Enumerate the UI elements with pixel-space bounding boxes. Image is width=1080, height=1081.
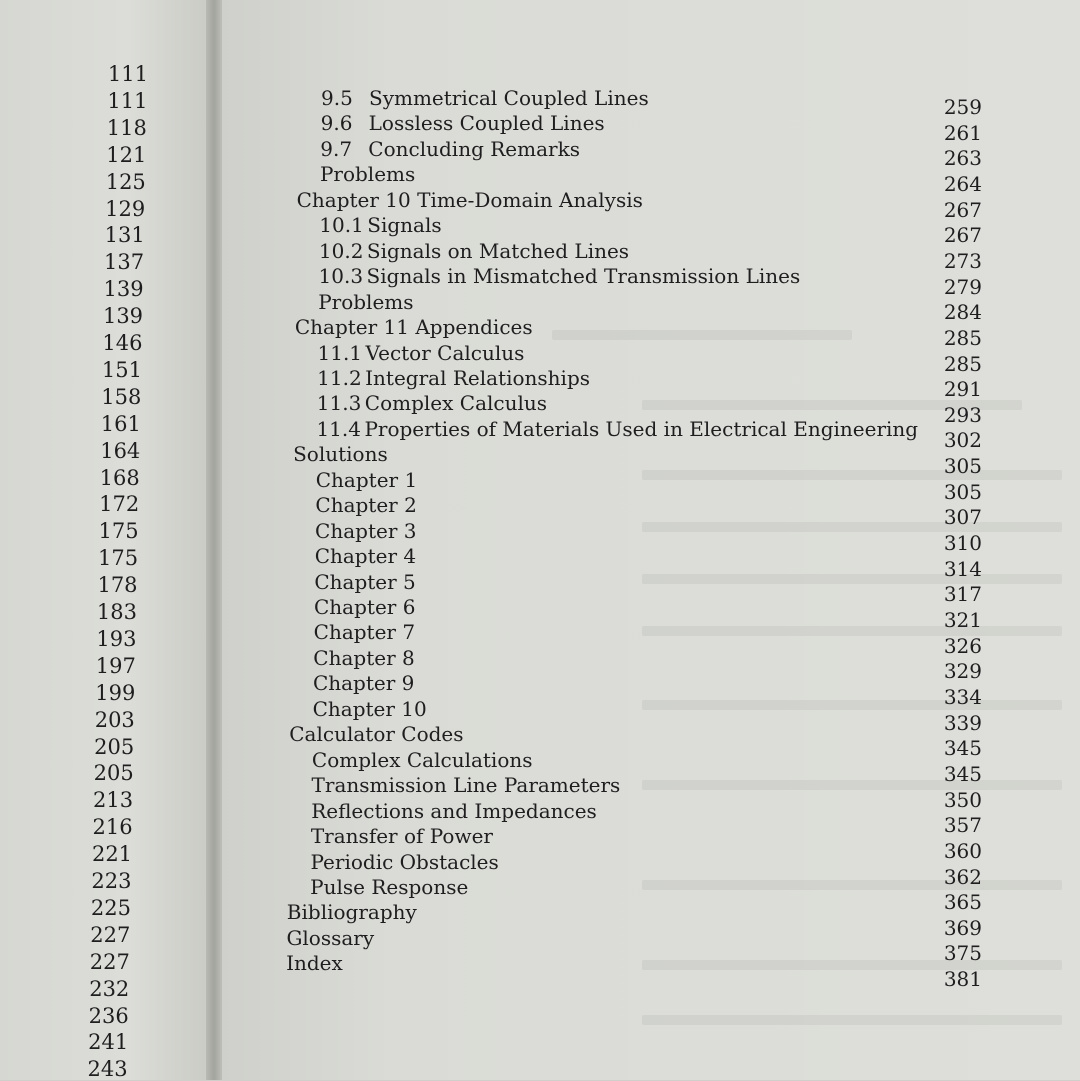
toc-entry-title: Chapter 5 [314,569,416,594]
toc-entry-title: Bibliography [286,900,417,925]
toc-entry [317,365,591,390]
toc-entry-title: Problems [318,289,414,314]
left-page-number: 203 [94,707,135,732]
left-page-number: 197 [95,653,136,678]
left-page-number: 164 [100,438,141,463]
toc-page-number: 360 [943,838,982,863]
toc-section-number: 10.1 [319,213,364,238]
left-page-number: 232 [89,976,130,1001]
left-page-number: 139 [102,304,144,329]
toc-page-number: 264 [943,171,982,196]
left-page-number: 118 [106,115,147,140]
toc-entry [286,900,417,925]
toc-entry-title: Calculator Codes [289,722,464,747]
left-page-number: 205 [93,761,134,786]
left-page-number: 168 [99,465,140,490]
toc-entry [293,442,388,467]
toc-entry [314,544,417,569]
toc-entry [310,849,499,874]
toc-page-number: 273 [943,248,982,273]
left-page-number: 213 [93,788,134,813]
toc-entry-title: Symmetrical Coupled Lines [369,86,649,110]
left-page-number: 125 [105,169,146,194]
toc-entry [294,315,533,340]
left-page-number: 243 [87,1057,128,1081]
toc-entry-title: Chapter 9 [312,671,415,696]
toc-entry-title: Signals on Matched Lines [366,238,630,263]
toc-page-number: 375 [943,941,982,966]
left-page-number: 227 [90,922,131,947]
toc-page-number: 369 [943,915,982,940]
toc-entry [318,264,801,289]
toc-section-number: 11.3 [316,391,362,416]
left-page-number: 175 [98,519,139,544]
toc-page-number: 329 [943,659,982,684]
toc-entry [311,747,533,772]
toc-entry [318,289,414,314]
left-page-number: 111 [107,88,148,113]
left-page-number: 111 [107,62,148,86]
toc-section-number: 9.5 [321,86,353,110]
toc-entry-title: Transmission Line Parameters [311,773,621,798]
toc-entry-title: Chapter 4 [314,544,417,569]
left-page-number: 183 [96,600,137,624]
toc-entry-title: Chapter 10 Time-Domain Analysis [296,187,643,212]
left-page-number: 129 [105,196,146,221]
toc-section-number: 11.1 [317,340,363,365]
left-page-number: 223 [91,869,132,893]
left-page-number: 121 [106,142,147,167]
toc-entry-title: Solutions [293,442,388,467]
toc-page-number: 365 [943,890,982,915]
toc-page-number: 339 [943,710,982,735]
toc-entry [317,340,525,365]
left-page-number: 175 [98,546,139,571]
toc-entry [312,696,427,721]
toc-entry [310,824,493,849]
toc-entry-title: Lossless Coupled Lines [368,111,605,136]
toc-entry-title: Chapter 3 [315,518,417,543]
left-page-number: 216 [92,815,133,840]
toc-entry-title: Complex Calculus [364,391,548,416]
toc-entry [310,874,469,899]
toc-page-number: 285 [943,351,982,376]
left-page-number: 151 [101,357,142,382]
toc-page-number: 381 [943,967,982,992]
toc-entry-title: Signals [367,213,442,238]
toc-page-number: 302 [943,428,982,453]
toc-entry-title: Chapter 6 [314,595,416,619]
toc-entry-title: Chapter 10 [312,696,427,721]
toc-entry [316,416,919,441]
toc-page-number: 362 [943,864,982,889]
toc-page-number: 293 [943,402,982,427]
toc-page-number: 285 [943,325,982,350]
toc-entry [286,925,375,950]
toc-entry-title: Complex Calculations [311,747,533,772]
left-page-number: 205 [94,734,135,759]
toc-entry [315,467,418,492]
left-page-number: 178 [97,573,138,598]
toc-page-number: 317 [943,582,982,607]
toc-entry [315,518,417,543]
left-page-number: 221 [91,842,133,867]
toc-page-number: 345 [943,736,982,761]
toc-page-number: 267 [943,223,982,248]
toc-entry [296,187,643,212]
toc-entry-title: Index [286,951,343,976]
toc-entry-title: Transfer of Power [310,824,493,849]
toc-section-number: 10.2 [318,238,364,263]
toc-entry-title: Properties of Materials Used in Electrical Engineering [364,416,919,441]
toc-section-number: 9.6 [320,111,353,136]
toc-page-number: 259 [943,95,982,119]
toc-entry [314,597,415,617]
left-page-number: 227 [89,949,130,974]
left-page-number: 199 [95,680,136,705]
toc-entry [289,722,464,747]
toc-page-number: 284 [943,300,982,325]
toc-page-number: 267 [943,197,982,222]
toc-entry [318,238,630,263]
toc-page-number: 345 [943,761,982,786]
left-page-number: 225 [90,895,131,920]
toc-entry-title: Chapter 1 [315,467,418,492]
toc-entry-title: Concluding Remarks [368,136,580,161]
toc-page-number: 261 [943,120,982,145]
toc-page-number: 279 [943,274,982,299]
toc-entry [316,391,548,416]
toc-entry [311,798,597,823]
toc-entry [320,136,580,161]
toc-entry-title: Glossary [286,925,375,950]
toc-entry-title: Pulse Response [310,874,469,899]
left-page-number: 158 [101,384,142,409]
toc-entry [321,88,649,108]
toc-page-number: 305 [943,454,982,479]
toc-page-number: 305 [943,479,982,504]
left-page-number: 161 [100,411,141,436]
toc-entry-title: Chapter 2 [315,493,417,518]
toc-section-number: 10.3 [318,264,364,289]
toc-section-number: 11.2 [317,365,362,390]
left-page-number: 146 [102,331,143,355]
toc-page-number: 321 [943,608,982,632]
toc-page-number: 350 [943,787,982,812]
toc-entry-title: Periodic Obstacles [310,849,499,874]
toc-entry [319,213,442,238]
left-page-number: 131 [104,223,145,248]
toc-entry-title: Chapter 8 [313,645,415,670]
toc-entry-title: Integral Relationships [365,365,591,390]
toc-entry-title: Problems [319,162,416,187]
toc-page-number: 263 [943,146,982,171]
toc-page-number: 291 [943,377,982,402]
toc-entry [286,951,343,976]
toc-entry [320,111,605,136]
left-page-number: 137 [104,250,145,275]
toc-page-number: 310 [943,531,982,556]
toc-page-number: 326 [943,633,982,658]
toc-page-number: 314 [943,556,982,581]
toc-entry-title: Chapter 7 [313,620,416,645]
toc-section-number: 9.7 [320,136,353,161]
toc-entry [319,162,416,187]
toc-entry-title: Vector Calculus [365,340,525,365]
toc-entry-title: Chapter 11 Appendices [294,315,533,340]
toc-entry [313,645,415,670]
toc-page-number: 334 [943,684,982,709]
left-page-number: 172 [99,492,140,517]
toc-entry-title: Reflections and Impedances [311,798,597,823]
toc-entry [312,671,415,696]
left-page-number: 139 [103,277,144,302]
left-page-number: 236 [88,1003,129,1028]
toc-section-number: 11.4 [316,416,361,441]
left-page-number: 241 [88,1030,129,1055]
toc-entry [313,620,416,645]
toc-entry [314,569,416,594]
toc-entry [315,493,417,518]
toc-entry-title: Signals in Mismatched Transmission Lines [366,264,801,289]
toc-entry [311,773,621,798]
toc-page-number: 307 [943,505,982,530]
left-page-number: 193 [96,626,137,651]
toc-page-number: 357 [943,813,982,838]
